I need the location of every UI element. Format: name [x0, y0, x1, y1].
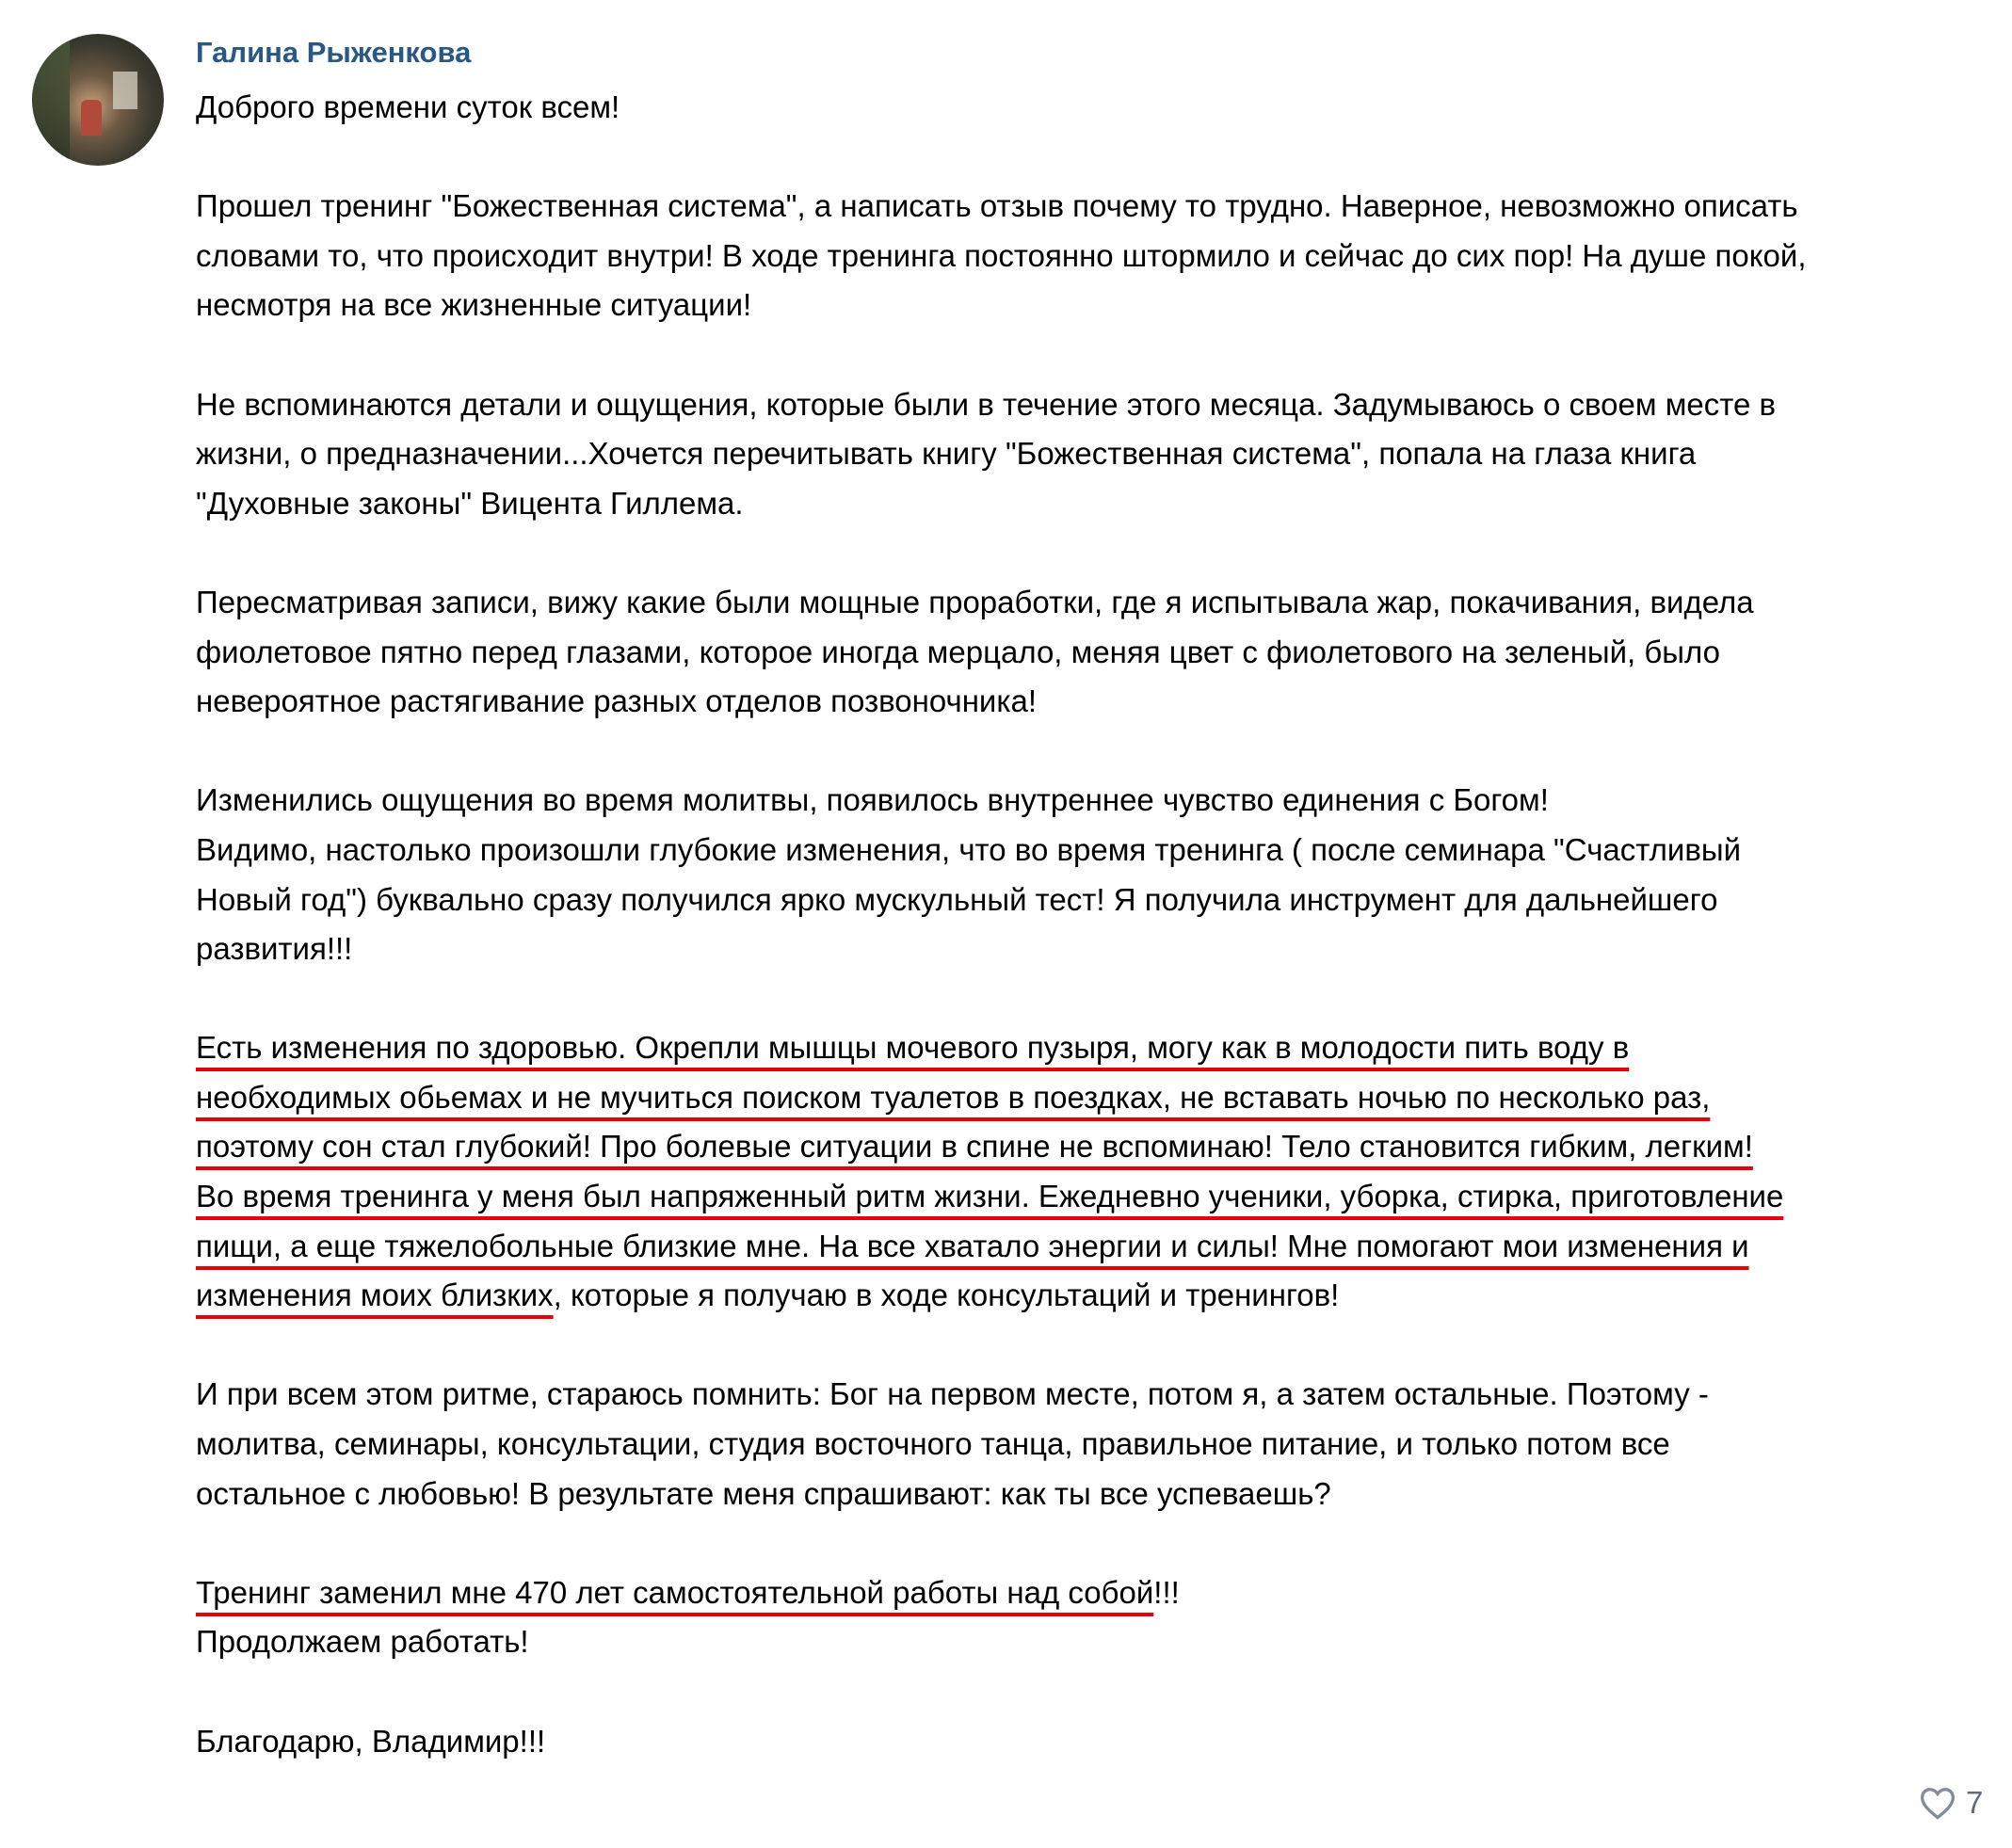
paragraph-2: Не вспоминаются детали и ощущения, которые были в течение этого месяца. Задумываюсь о своем месте в жизни, о предназначении...Хочется перечитывать книгу "Божественная система", попала на глаза книга "Духовные законы" Вицента Гиллема.: [196, 386, 1777, 521]
like-button[interactable]: [1919, 1785, 1983, 1821]
paragraph-6: И при всем этом ритме, стараюсь помнить: Бог на первом месте, потом я, а затем остальные. Поэтому - молитва, семинары, консультации, студия восточного танца, правильное питание, и только потом все остальное с любовью! В результате меня спрашивают: как ты все успеваешь?: [196, 1376, 1709, 1511]
comment-text: [196, 83, 1985, 1766]
avatar[interactable]: [32, 34, 164, 166]
author-name[interactable]: Галина Рыженкова: [196, 36, 472, 69]
greeting: Доброго времени суток всем!: [196, 89, 620, 124]
paragraph-7: [196, 1568, 1985, 1667]
highlighted-text: Тренинг заменил мне 470 лет самостоятельной работы над собой: [196, 1574, 1154, 1610]
like-count: 7: [1966, 1785, 1984, 1820]
paragraph-3: Пересматривая записи, вижу какие были мощные проработки, где я испытывала жар, покачивания, видела фиолетовое пятно перед глазами, которое иногда мерцало, меняя цвет с фиолетового на зеленый, было невероятное растягивание разных отделов позвоночника!: [196, 584, 1754, 719]
paragraph-8: Благодарю, Владимир!!!: [196, 1723, 546, 1759]
paragraph-4: Изменились ощущения во время молитвы, появилось внутреннее чувство единения с Богом! Видимо, настолько произошли глубокие изменения, что во время тренинга ( после семинара "Счастливый Новый год") буквально сразу получился ярко мускульный тест! Я получила инструмент для дальнейшего развития!!!: [196, 782, 1742, 967]
paragraph-5: [196, 1023, 1985, 1321]
heart-icon: [1919, 1786, 1956, 1820]
paragraph-text: , которые я получаю в ходе консультаций и тренингов!: [553, 1278, 1340, 1313]
highlighted-text: Есть изменения по здоровью. Окрепли мышцы мочевого пузыря, могу как в молодости пить воду в необходимых обьемах и не мучиться поиском туалетов в поездках, не вставать ночью по несколько раз, поэтому сон стал глубокий! Про болевые ситуации в спине не вспоминаю! Тело становится гибким, легким! Во время тренинга у меня был напряженный ритм жизни. Ежедневно ученики, уборка, стирка, приготовление пищи, а еще тяжелобольные близкие мне. На все хватало энергии и силы! Мне помогают мои изменения и изменения моих близких: [196, 1030, 1784, 1313]
paragraph-1: Прошел тренинг "Божественная система", а написать отзыв почему то трудно. Наверное, невозможно описать словами то, что происходит внутри! В ходе тренинга постоянно штормило и сейчас до сих пор! На душе покой, несмотря на все жизненные ситуации!: [196, 188, 1807, 323]
paragraph-text: !!! Продолжаем работать!: [196, 1574, 1180, 1660]
